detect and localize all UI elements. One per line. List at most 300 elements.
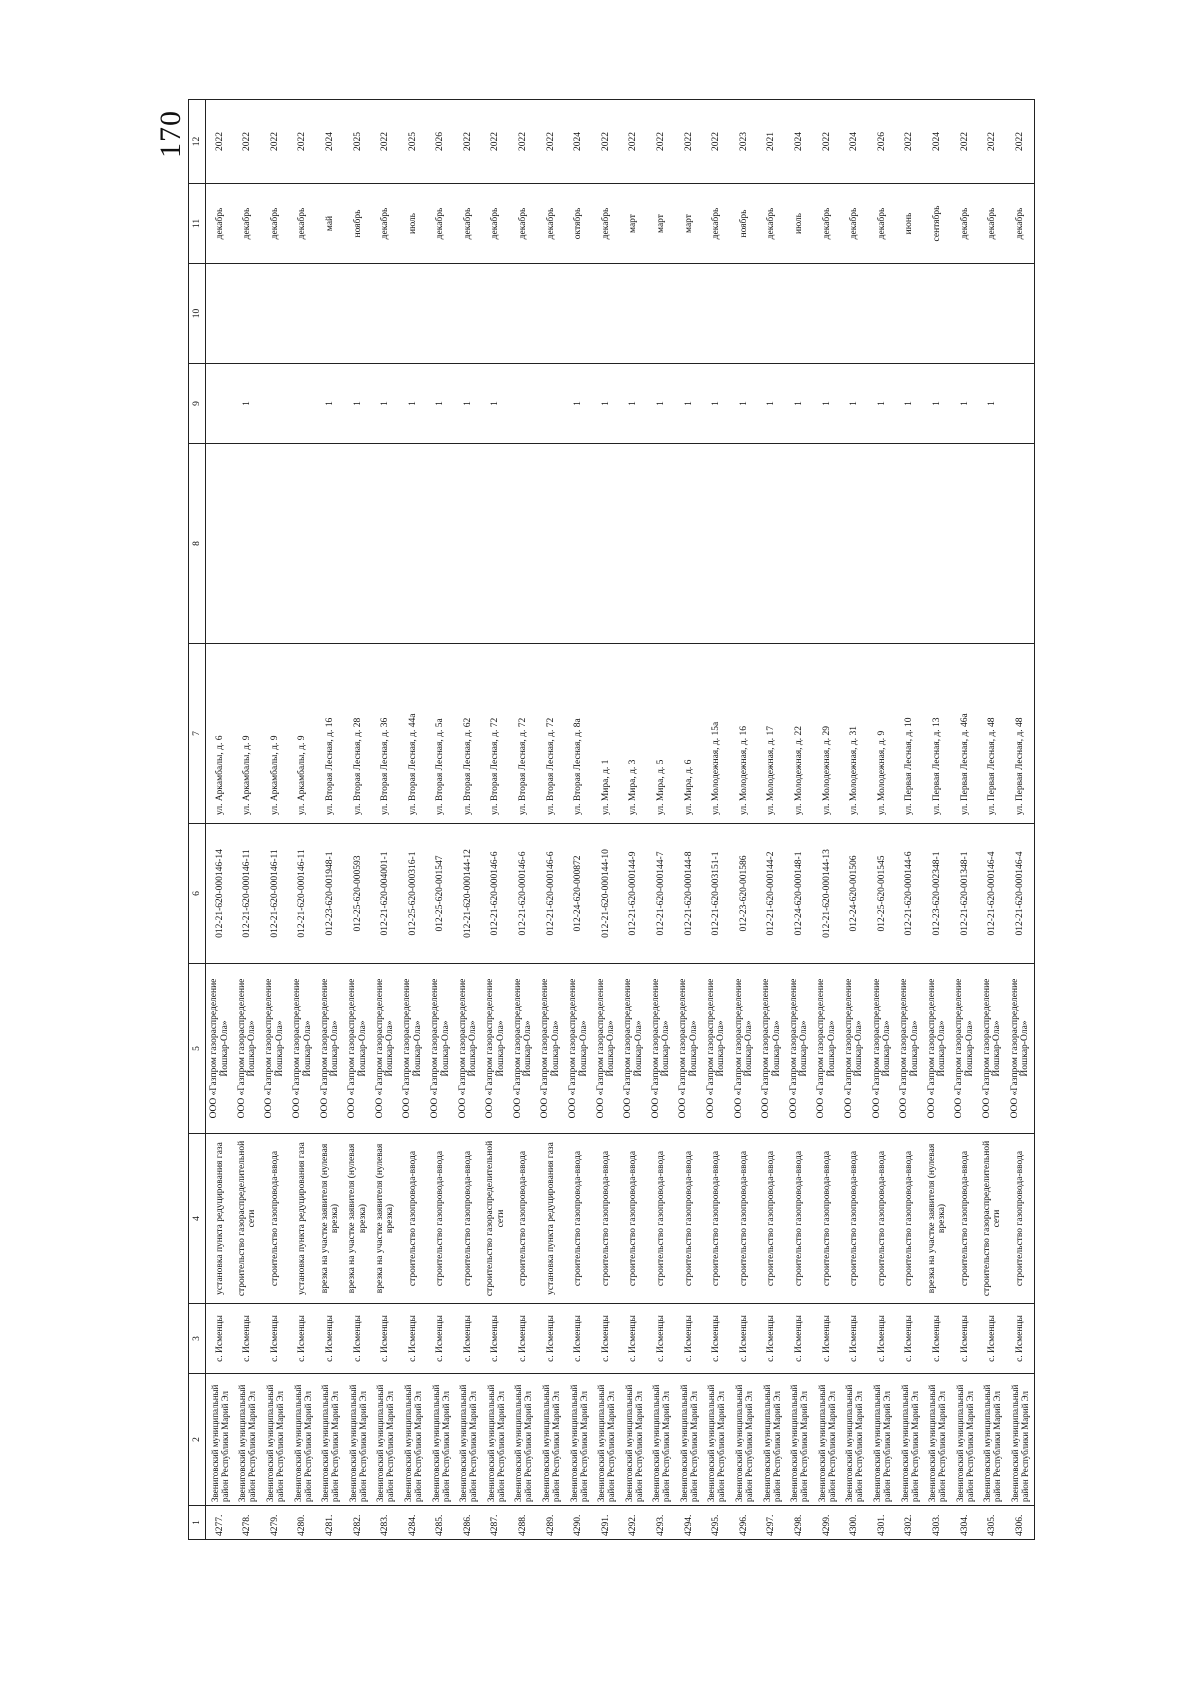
cell-col-8 <box>675 444 703 644</box>
cell-work-type: строительство газораспределительной сети <box>979 1134 1007 1304</box>
cell-col-10 <box>592 264 620 364</box>
cell-work-type: строительство газопровода-ввода <box>868 1134 896 1304</box>
col-header-8: 8 <box>189 444 206 644</box>
cell-address: ул. Мира, д. 1 <box>592 644 620 824</box>
cell-work-type: врезка на участке заявителя (нулевая врезка) <box>344 1134 372 1304</box>
cell-col-10 <box>868 264 896 364</box>
cell-work-type: строительство газопровода-ввода <box>592 1134 620 1304</box>
cell-col-9: 1 <box>344 364 372 444</box>
cell-address: ул. Первая Лесная, д. 10 <box>896 644 924 824</box>
cell-village: с. Исменцы <box>372 1304 400 1374</box>
cell-col-10 <box>841 264 869 364</box>
cell-year: 2022 <box>592 100 620 184</box>
table-row <box>454 100 482 1540</box>
cell-application-code: 012-21-620-003151-1 <box>703 824 731 964</box>
cell-address: ул. Молодежная, д. 15а <box>703 644 731 824</box>
cell-year: 2022 <box>813 100 841 184</box>
cell-month: декабрь <box>289 184 317 264</box>
cell-col-9: 1 <box>372 364 400 444</box>
cell-application-code: 012-21-620-001348-1 <box>951 824 979 964</box>
cell-row-number: 4301. <box>868 1506 896 1540</box>
cell-col-10 <box>261 264 289 364</box>
cell-district: Звениговский муниципальный район Республики Марий Эл <box>785 1374 813 1506</box>
cell-organization: ООО «Газпром газораспределение Йошкар-Ола» <box>537 964 565 1134</box>
cell-organization: ООО «Газпром газораспределение Йошкар-Ола» <box>316 964 344 1134</box>
cell-district: Звениговский муниципальный район Республики Марий Эл <box>868 1374 896 1506</box>
table-row <box>703 100 731 1540</box>
cell-row-number: 4300. <box>841 1506 869 1540</box>
cell-col-10 <box>316 264 344 364</box>
cell-organization: ООО «Газпром газораспределение Йошкар-Ола» <box>785 964 813 1134</box>
table-row <box>1006 100 1034 1540</box>
cell-work-type: строительство газопровода-ввода <box>703 1134 731 1304</box>
cell-application-code: 012-21-620-000146-11 <box>261 824 289 964</box>
cell-col-10 <box>951 264 979 364</box>
cell-row-number: 4304. <box>951 1506 979 1540</box>
cell-district: Звениговский муниципальный район Республики Марий Эл <box>648 1374 676 1506</box>
cell-col-8 <box>510 444 538 644</box>
cell-district: Звениговский муниципальный район Республики Марий Эл <box>951 1374 979 1506</box>
cell-col-9: 1 <box>565 364 593 444</box>
cell-village: с. Исменцы <box>758 1304 786 1374</box>
cell-address: ул. Аркамбалы, д. 9 <box>234 644 262 824</box>
cell-col-9: 1 <box>482 364 510 444</box>
cell-year: 2022 <box>510 100 538 184</box>
cell-organization: ООО «Газпром газораспределение Йошкар-Ола» <box>510 964 538 1134</box>
cell-year: 2025 <box>399 100 427 184</box>
cell-col-10 <box>206 264 234 364</box>
cell-row-number: 4277. <box>206 1506 234 1540</box>
cell-year: 2022 <box>675 100 703 184</box>
cell-district: Звениговский муниципальный район Республики Марий Эл <box>510 1374 538 1506</box>
cell-work-type: строительство газопровода-ввода <box>758 1134 786 1304</box>
cell-work-type: строительство газопровода-ввода <box>785 1134 813 1304</box>
cell-year: 2024 <box>785 100 813 184</box>
cell-year: 2022 <box>896 100 924 184</box>
cell-village: с. Исменцы <box>482 1304 510 1374</box>
cell-row-number: 4283. <box>372 1506 400 1540</box>
cell-village: с. Исменцы <box>454 1304 482 1374</box>
cell-col-10 <box>234 264 262 364</box>
cell-month: декабрь <box>372 184 400 264</box>
cell-row-number: 4295. <box>703 1506 731 1540</box>
cell-village: с. Исменцы <box>510 1304 538 1374</box>
cell-organization: ООО «Газпром газораспределение Йошкар-Ола» <box>896 964 924 1134</box>
cell-village: с. Исменцы <box>730 1304 758 1374</box>
cell-row-number: 4285. <box>427 1506 455 1540</box>
cell-organization: ООО «Газпром газораспределение Йошкар-Ола» <box>234 964 262 1134</box>
table-row <box>730 100 758 1540</box>
cell-col-10 <box>758 264 786 364</box>
cell-village: с. Исменцы <box>399 1304 427 1374</box>
cell-district: Звениговский муниципальный район Республики Марий Эл <box>261 1374 289 1506</box>
cell-village: с. Исменцы <box>785 1304 813 1374</box>
cell-work-type: строительство газопровода-ввода <box>427 1134 455 1304</box>
cell-col-9: 1 <box>234 364 262 444</box>
cell-village: с. Исменцы <box>316 1304 344 1374</box>
cell-row-number: 4282. <box>344 1506 372 1540</box>
cell-district: Звениговский муниципальный район Республики Марий Эл <box>758 1374 786 1506</box>
table-row <box>979 100 1007 1540</box>
col-header-10: 10 <box>189 264 206 364</box>
cell-organization: ООО «Газпром газораспределение Йошкар-Ола» <box>923 964 951 1134</box>
cell-address: ул. Мира, д. 3 <box>620 644 648 824</box>
cell-district: Звениговский муниципальный район Республики Марий Эл <box>896 1374 924 1506</box>
table-row <box>261 100 289 1540</box>
cell-col-9: 1 <box>648 364 676 444</box>
cell-district: Звениговский муниципальный район Республики Марий Эл <box>620 1374 648 1506</box>
cell-work-type: строительство газораспределительной сети <box>482 1134 510 1304</box>
cell-col-8 <box>758 444 786 644</box>
cell-village: с. Исменцы <box>675 1304 703 1374</box>
cell-organization: ООО «Газпром газораспределение Йошкар-Ола» <box>372 964 400 1134</box>
cell-col-8 <box>427 444 455 644</box>
cell-col-8 <box>234 444 262 644</box>
cell-village: с. Исменцы <box>261 1304 289 1374</box>
cell-organization: ООО «Газпром газораспределение Йошкар-Ола» <box>703 964 731 1134</box>
cell-month: июнь <box>896 184 924 264</box>
cell-district: Звениговский муниципальный район Республики Марий Эл <box>206 1374 234 1506</box>
cell-col-10 <box>813 264 841 364</box>
cell-organization: ООО «Газпром газораспределение Йошкар-Ола» <box>648 964 676 1134</box>
cell-col-8 <box>979 444 1007 644</box>
cell-village: с. Исменцы <box>1006 1304 1034 1374</box>
cell-application-code: 012-25-620-000593 <box>344 824 372 964</box>
cell-address: ул. Первая Лесная, д. 46а <box>951 644 979 824</box>
table-row <box>510 100 538 1540</box>
cell-row-number: 4280. <box>289 1506 317 1540</box>
cell-address: ул. Молодежная, д. 29 <box>813 644 841 824</box>
cell-village: с. Исменцы <box>896 1304 924 1374</box>
cell-row-number: 4289. <box>537 1506 565 1540</box>
cell-col-10 <box>510 264 538 364</box>
cell-row-number: 4299. <box>813 1506 841 1540</box>
cell-col-8 <box>206 444 234 644</box>
cell-address: ул. Аркамбалы, д. 6 <box>206 644 234 824</box>
cell-application-code: 012-21-620-000146-4 <box>979 824 1007 964</box>
cell-application-code: 012-21-620-000144-7 <box>648 824 676 964</box>
cell-month: июль <box>785 184 813 264</box>
cell-month: декабрь <box>758 184 786 264</box>
cell-col-8 <box>648 444 676 644</box>
cell-col-9: 1 <box>675 364 703 444</box>
cell-year: 2022 <box>454 100 482 184</box>
cell-application-code: 012-24-620-001506 <box>841 824 869 964</box>
cell-col-8 <box>344 444 372 644</box>
table-row <box>289 100 317 1540</box>
cell-village: с. Исменцы <box>648 1304 676 1374</box>
cell-district: Звениговский муниципальный район Республики Марий Эл <box>923 1374 951 1506</box>
cell-col-8 <box>620 444 648 644</box>
cell-col-10 <box>1006 264 1034 364</box>
cell-col-8 <box>730 444 758 644</box>
cell-month: ноябрь <box>730 184 758 264</box>
cell-application-code: 012-21-620-000146-4 <box>1006 824 1034 964</box>
cell-month: октябрь <box>565 184 593 264</box>
cell-row-number: 4281. <box>316 1506 344 1540</box>
col-header-9: 9 <box>189 364 206 444</box>
cell-col-10 <box>648 264 676 364</box>
table-row <box>868 100 896 1540</box>
cell-month: декабрь <box>813 184 841 264</box>
cell-col-8 <box>951 444 979 644</box>
cell-work-type: врезка на участке заявителя (нулевая врезка) <box>316 1134 344 1304</box>
cell-month: декабрь <box>951 184 979 264</box>
cell-year: 2022 <box>206 100 234 184</box>
cell-row-number: 4294. <box>675 1506 703 1540</box>
table-row <box>565 100 593 1540</box>
cell-organization: ООО «Газпром газораспределение Йошкар-Ола» <box>399 964 427 1134</box>
cell-month: декабрь <box>454 184 482 264</box>
table-row <box>758 100 786 1540</box>
cell-application-code: 012-21-620-004001-1 <box>372 824 400 964</box>
cell-row-number: 4305. <box>979 1506 1007 1540</box>
cell-row-number: 4284. <box>399 1506 427 1540</box>
cell-district: Звениговский муниципальный район Республики Марий Эл <box>289 1374 317 1506</box>
cell-organization: ООО «Газпром газораспределение Йошкар-Ола» <box>620 964 648 1134</box>
cell-month: декабрь <box>482 184 510 264</box>
cell-organization: ООО «Газпром газораспределение Йошкар-Ола» <box>675 964 703 1134</box>
cell-col-9: 1 <box>427 364 455 444</box>
cell-organization: ООО «Газпром газораспределение Йошкар-Ола» <box>565 964 593 1134</box>
cell-year: 2022 <box>1006 100 1034 184</box>
cell-application-code: 012-21-620-000146-14 <box>206 824 234 964</box>
table-row <box>344 100 372 1540</box>
cell-col-8 <box>316 444 344 644</box>
cell-row-number: 4278. <box>234 1506 262 1540</box>
cell-work-type: строительство газопровода-ввода <box>261 1134 289 1304</box>
cell-year: 2022 <box>234 100 262 184</box>
cell-year: 2024 <box>923 100 951 184</box>
cell-month: март <box>648 184 676 264</box>
cell-address: ул. Вторая Лесная, д. 28 <box>344 644 372 824</box>
cell-year: 2025 <box>344 100 372 184</box>
cell-application-code: 012-21-620-000146-11 <box>234 824 262 964</box>
cell-col-8 <box>482 444 510 644</box>
cell-work-type: установка пункта редуцирования газа <box>537 1134 565 1304</box>
cell-application-code: 012-24-620-000148-1 <box>785 824 813 964</box>
cell-row-number: 4296. <box>730 1506 758 1540</box>
cell-application-code: 012-21-620-000144-9 <box>620 824 648 964</box>
cell-organization: ООО «Газпром газораспределение Йошкар-Ола» <box>454 964 482 1134</box>
cell-work-type: строительство газопровода-ввода <box>813 1134 841 1304</box>
cell-month: декабрь <box>206 184 234 264</box>
cell-row-number: 4288. <box>510 1506 538 1540</box>
cell-year: 2023 <box>730 100 758 184</box>
cell-col-9: 1 <box>730 364 758 444</box>
header-row <box>189 100 206 1540</box>
cell-month: декабрь <box>234 184 262 264</box>
cell-application-code: 012-23-620-001948-1 <box>316 824 344 964</box>
page-number: 170 <box>154 110 187 158</box>
cell-col-10 <box>730 264 758 364</box>
cell-col-9: 1 <box>592 364 620 444</box>
table-row <box>316 100 344 1540</box>
cell-application-code: 012-23-620-002348-1 <box>923 824 951 964</box>
col-header-4: 4 <box>189 1134 206 1304</box>
cell-village: с. Исменцы <box>703 1304 731 1374</box>
col-header-6: 6 <box>189 824 206 964</box>
cell-month: июль <box>399 184 427 264</box>
col-header-7: 7 <box>189 644 206 824</box>
cell-work-type: строительство газопровода-ввода <box>620 1134 648 1304</box>
cell-col-10 <box>565 264 593 364</box>
cell-work-type: строительство газопровода-ввода <box>896 1134 924 1304</box>
cell-village: с. Исменцы <box>923 1304 951 1374</box>
cell-year: 2022 <box>979 100 1007 184</box>
cell-village: с. Исменцы <box>620 1304 648 1374</box>
cell-year: 2024 <box>316 100 344 184</box>
cell-village: с. Исменцы <box>592 1304 620 1374</box>
cell-organization: ООО «Газпром газораспределение Йошкар-Ола» <box>206 964 234 1134</box>
table-body <box>206 100 1035 1540</box>
cell-application-code: 012-21-620-000144-13 <box>813 824 841 964</box>
cell-address: ул. Первая Лесная, д. 48 <box>979 644 1007 824</box>
table-row <box>923 100 951 1540</box>
cell-village: с. Исменцы <box>234 1304 262 1374</box>
cell-col-10 <box>979 264 1007 364</box>
cell-col-9 <box>537 364 565 444</box>
cell-district: Звениговский муниципальный район Республики Марий Эл <box>234 1374 262 1506</box>
cell-col-10 <box>344 264 372 364</box>
cell-address: ул. Первая Лесная, д. 13 <box>923 644 951 824</box>
cell-year: 2022 <box>648 100 676 184</box>
table-row <box>399 100 427 1540</box>
cell-col-9: 1 <box>813 364 841 444</box>
cell-district: Звениговский муниципальный район Республики Марий Эл <box>592 1374 620 1506</box>
cell-col-10 <box>399 264 427 364</box>
cell-row-number: 4298. <box>785 1506 813 1540</box>
cell-work-type: строительство газопровода-ввода <box>565 1134 593 1304</box>
cell-address: ул. Вторая Лесная, д. 72 <box>510 644 538 824</box>
col-header-5: 5 <box>189 964 206 1134</box>
cell-village: с. Исменцы <box>813 1304 841 1374</box>
cell-col-9: 1 <box>951 364 979 444</box>
cell-work-type: строительство газопровода-ввода <box>510 1134 538 1304</box>
cell-address: ул. Молодежная, д. 17 <box>758 644 786 824</box>
cell-address: ул. Молодежная, д. 16 <box>730 644 758 824</box>
table-row <box>482 100 510 1540</box>
cell-year: 2022 <box>482 100 510 184</box>
cell-month: сентябрь <box>923 184 951 264</box>
cell-month: декабрь <box>979 184 1007 264</box>
cell-address: ул. Первая Лесная, д. 48 <box>1006 644 1034 824</box>
cell-application-code: 012-25-620-001547 <box>427 824 455 964</box>
cell-col-9 <box>289 364 317 444</box>
cell-application-code: 012-21-620-000144-10 <box>592 824 620 964</box>
cell-application-code: 012-21-620-000144-6 <box>896 824 924 964</box>
col-header-11: 11 <box>189 184 206 264</box>
cell-row-number: 4303. <box>923 1506 951 1540</box>
cell-address: ул. Вторая Лесная, д. 16 <box>316 644 344 824</box>
cell-district: Звениговский муниципальный район Республики Марий Эл <box>537 1374 565 1506</box>
table-row <box>951 100 979 1540</box>
cell-col-9: 1 <box>454 364 482 444</box>
cell-application-code: 012-21-620-000146-6 <box>537 824 565 964</box>
cell-village: с. Исменцы <box>868 1304 896 1374</box>
cell-district: Звениговский муниципальный район Республики Марий Эл <box>1006 1374 1034 1506</box>
cell-organization: ООО «Газпром газораспределение Йошкар-Ола» <box>592 964 620 1134</box>
cell-application-code: 012-21-620-000144-8 <box>675 824 703 964</box>
cell-month: декабрь <box>703 184 731 264</box>
cell-district: Звениговский муниципальный район Республики Марий Эл <box>427 1374 455 1506</box>
cell-address: ул. Вторая Лесная, д. 36 <box>372 644 400 824</box>
cell-col-8 <box>868 444 896 644</box>
cell-col-9: 1 <box>841 364 869 444</box>
cell-work-type: установка пункта редуцирования газа <box>289 1134 317 1304</box>
cell-work-type: строительство газопровода-ввода <box>841 1134 869 1304</box>
cell-col-10 <box>372 264 400 364</box>
cell-district: Звениговский муниципальный район Республики Марий Эл <box>703 1374 731 1506</box>
cell-year: 2022 <box>951 100 979 184</box>
cell-application-code: 012-23-620-001586 <box>730 824 758 964</box>
cell-month: март <box>675 184 703 264</box>
cell-year: 2021 <box>758 100 786 184</box>
cell-village: с. Исменцы <box>206 1304 234 1374</box>
cell-organization: ООО «Газпром газораспределение Йошкар-Ола» <box>261 964 289 1134</box>
col-header-12: 12 <box>189 100 206 184</box>
cell-col-8 <box>372 444 400 644</box>
cell-district: Звениговский муниципальный район Республики Марий Эл <box>344 1374 372 1506</box>
gasification-table <box>188 99 1035 1540</box>
cell-row-number: 4302. <box>896 1506 924 1540</box>
cell-col-9: 1 <box>758 364 786 444</box>
cell-address: ул. Вторая Лесная, д. 5а <box>427 644 455 824</box>
cell-year: 2022 <box>537 100 565 184</box>
cell-col-8 <box>703 444 731 644</box>
cell-organization: ООО «Газпром газораспределение Йошкар-Ола» <box>482 964 510 1134</box>
table-row <box>592 100 620 1540</box>
cell-organization: ООО «Газпром газораспределение Йошкар-Ола» <box>730 964 758 1134</box>
cell-col-8 <box>896 444 924 644</box>
cell-village: с. Исменцы <box>841 1304 869 1374</box>
cell-month: декабрь <box>510 184 538 264</box>
cell-month: декабрь <box>427 184 455 264</box>
cell-work-type: строительство газопровода-ввода <box>1006 1134 1034 1304</box>
cell-work-type: строительство газораспределительной сети <box>234 1134 262 1304</box>
cell-work-type: строительство газопровода-ввода <box>951 1134 979 1304</box>
cell-application-code: 012-21-620-000146-11 <box>289 824 317 964</box>
table-row <box>427 100 455 1540</box>
col-header-1: 1 <box>189 1506 206 1540</box>
cell-application-code: 012-25-620-000316-1 <box>399 824 427 964</box>
cell-row-number: 4297. <box>758 1506 786 1540</box>
cell-row-number: 4290. <box>565 1506 593 1540</box>
cell-col-9: 1 <box>896 364 924 444</box>
cell-village: с. Исменцы <box>344 1304 372 1374</box>
cell-col-10 <box>537 264 565 364</box>
table-row <box>841 100 869 1540</box>
cell-year: 2022 <box>372 100 400 184</box>
cell-application-code: 012-25-620-001545 <box>868 824 896 964</box>
cell-col-9: 1 <box>620 364 648 444</box>
cell-district: Звениговский муниципальный район Республики Марий Эл <box>454 1374 482 1506</box>
cell-row-number: 4306. <box>1006 1506 1034 1540</box>
cell-organization: ООО «Газпром газораспределение Йошкар-Ола» <box>813 964 841 1134</box>
cell-address: ул. Вторая Лесная, д. 72 <box>482 644 510 824</box>
cell-col-8 <box>841 444 869 644</box>
table-row <box>675 100 703 1540</box>
cell-month: декабрь <box>841 184 869 264</box>
cell-organization: ООО «Газпром газораспределение Йошкар-Ола» <box>979 964 1007 1134</box>
cell-application-code: 012-21-620-000144-12 <box>454 824 482 964</box>
cell-work-type: строительство газопровода-ввода <box>675 1134 703 1304</box>
cell-col-10 <box>703 264 731 364</box>
cell-village: с. Исменцы <box>537 1304 565 1374</box>
cell-col-8 <box>923 444 951 644</box>
cell-year: 2022 <box>261 100 289 184</box>
cell-work-type: установка пункта редуцирования газа <box>206 1134 234 1304</box>
